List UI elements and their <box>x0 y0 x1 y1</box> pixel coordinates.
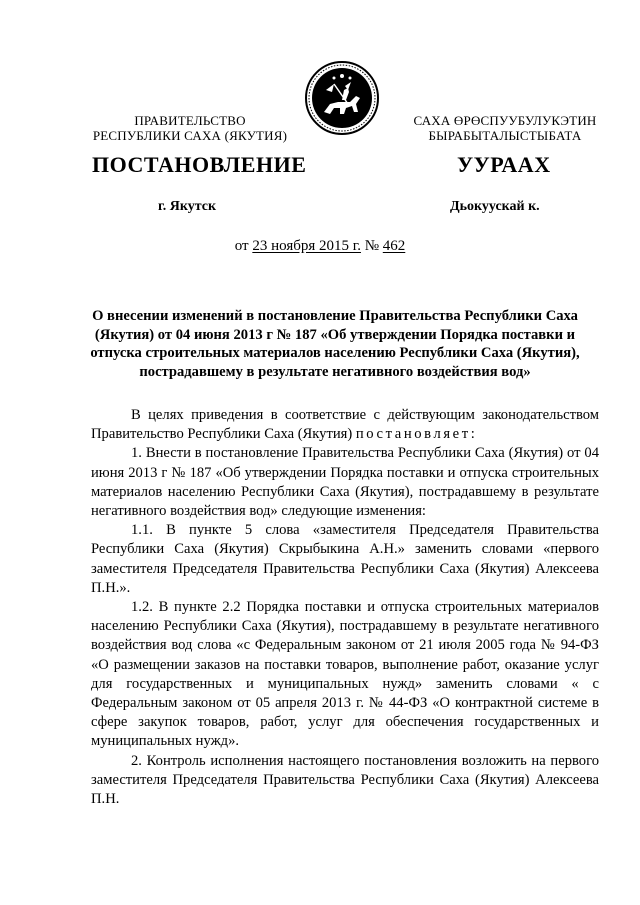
city-russian: г. Якутск <box>158 199 217 214</box>
document-body <box>91 406 599 809</box>
resolves-word: постановляет: <box>355 426 478 443</box>
issuer-sakha-line-2: БЫРАБЫТАЛЫСТЫБАТА <box>428 128 582 143</box>
issuer-sakha-line-1: САХА ӨРӨСПУУБУЛУКЭТИН <box>413 113 597 128</box>
city-sakha: Дьокуускай к. <box>450 199 540 214</box>
paragraph-1-2: 1.2. В пункте 2.2 Порядка поставки и отпуска строительных материалов населению Республики Саха (Якутия), пострадавшему в результате негативного воздействия вод слова «с Федеральным законом от 21 июля 2005 года № 94-ФЗ «О размещении заказов на поставки товаров, выполнение работ, оказание услуг для государственных и муниципальных нужд» заменить словами « с Федеральным законом от 05 апреля 2013 г. № 44-ФЗ «О контрактной системе в сфере закупок товаров, работ, услуг для обеспечения государственных и муниципальных нужд». <box>91 599 599 750</box>
issuer-name-russian <box>70 113 310 143</box>
issuer-line-1: ПРАВИТЕЛЬСТВО <box>134 113 246 128</box>
intro-text: В целях приведения в соответствие с действующим законодательством Правительство Республики Саха (Якутия) <box>91 407 599 443</box>
paragraph-1: 1. Внести в постановление Правительства Республики Саха (Якутия) от 04 июня 2013 г № 187 «Об утверждении Порядка поставки и отпуска строительных материалов населению Республики Саха (Якутия), пострадавшему в результате негативного воздействия вод» следующие изменения: <box>91 445 599 520</box>
document-date: 23 ноября 2015 г. <box>252 238 361 254</box>
document-type-sakha: УУРААХ <box>457 152 551 177</box>
issuer-line-2: РЕСПУБЛИКИ САХА (ЯКУТИЯ) <box>92 128 288 143</box>
paragraph-1-1: 1.1. В пункте 5 слова «заместителя Председателя Правительства Республики Саха (Якутия) Скрыбыкина А.Н.» заменить словами «первого заместителя Председателя Правительства Республики Саха (Якутия) Алексеева П.Н.». <box>91 522 599 596</box>
paragraph-2: 2. Контроль исполнения настоящего постановления возложить на первого заместителя Председателя Правительства Республики Саха (Якутия) Алексеева П.Н. <box>91 752 599 808</box>
coat-of-arms-emblem-icon <box>304 60 380 136</box>
date-number-line <box>0 238 640 255</box>
issuer-name-sakha <box>385 113 625 143</box>
number-prefix: № <box>360 238 383 254</box>
document-number: 462 <box>382 238 406 254</box>
intro-paragraph <box>91 406 599 444</box>
document-subject: О внесении изменений в постановление Правительства Республики Саха (Якутия) от 04 июня 2013 г № 187 «Об утверждении Порядка поставки и отпуска строительных материалов населению Республики Саха (Якутия), пострадавшему в результате негативного воздействия вод» <box>90 308 580 380</box>
document-type-russian: ПОСТАНОВЛЕНИЕ <box>92 152 307 177</box>
date-prefix: от <box>234 238 253 254</box>
